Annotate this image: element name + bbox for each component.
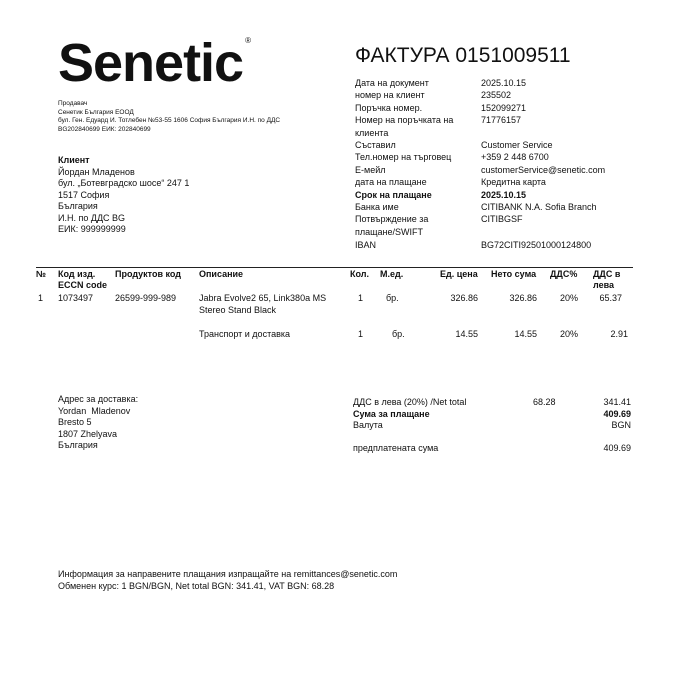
meta-value: Кредитна карта — [481, 177, 546, 188]
totals-pay-row — [353, 409, 631, 421]
delivery-country: България — [58, 440, 98, 450]
client-block — [58, 155, 189, 236]
meta-value: 71776157 — [481, 115, 522, 126]
meta-value — [481, 127, 621, 139]
row1-no: 1 — [38, 293, 44, 303]
meta-row — [355, 77, 621, 89]
meta-key: Номер на поръчката на — [355, 115, 454, 126]
meta-value: BG72CITI92501000124800 — [481, 240, 592, 251]
col-header-vatlv — [593, 269, 620, 291]
client-country: България — [58, 201, 98, 211]
row1-desc-line1: Jabra Evolve2 65, Link380a MS — [199, 293, 327, 303]
client-eik: ЕИК: 999999999 — [58, 224, 126, 234]
items-table — [36, 267, 633, 357]
row1-price: 326.86 — [450, 293, 478, 303]
totals-prepaid-row — [353, 443, 631, 455]
meta-row — [355, 164, 621, 176]
meta-value: 2025.10.15 — [481, 78, 527, 88]
col-header-price: Ед. цена — [440, 269, 478, 279]
prepaid-label: предплатената сума — [353, 442, 439, 453]
row2-vatlv: 2.91 — [610, 329, 628, 339]
meta-key: номер на клиент — [355, 90, 425, 101]
delivery-address — [58, 394, 138, 452]
client-street: бул. „Ботевградско шосе“ 247 1 — [58, 178, 190, 188]
currency-value: BGN — [611, 420, 631, 430]
row2-qty: 1 — [358, 329, 364, 339]
row1-vatlv: 65.37 — [599, 293, 622, 303]
pay-label: Сума за плащане — [353, 408, 430, 419]
meta-row — [355, 201, 621, 213]
col-header-vatlv-line1: ДДС в — [593, 269, 621, 279]
row2-desc: Транспорт и доставка — [199, 329, 291, 339]
seller-block — [58, 100, 280, 134]
meta-row — [355, 139, 621, 151]
col-header-vatpct: ДДС% — [550, 269, 578, 279]
meta-row — [355, 213, 621, 225]
meta-row — [355, 176, 621, 188]
seller-ids: BG202840699 ЕИК: 202840699 — [58, 125, 151, 133]
meta-key: E-мейл — [355, 164, 386, 175]
row1-desc — [199, 293, 326, 316]
col-header-desc: Описание — [199, 269, 244, 279]
row2-unit: бр. — [392, 329, 405, 339]
meta-row — [355, 226, 621, 238]
client-city: 1517 София — [58, 189, 110, 200]
meta-value: 152099271 — [481, 102, 527, 113]
delivery-street: Bresto 5 — [58, 417, 92, 427]
row2-vatpct: 20% — [560, 329, 579, 339]
vat-label: ДДС в лева (20%) /Net total — [353, 397, 467, 407]
meta-row — [355, 89, 621, 101]
seller-name: Сенетик България ЕООД — [58, 108, 134, 116]
meta-value: customerService@senetic.com — [481, 164, 606, 175]
client-label: Клиент — [58, 155, 90, 165]
meta-value: +359 2 448 6700 — [481, 152, 549, 163]
delivery-name: Yordan Mladenov — [58, 405, 131, 416]
meta-key: Срок на плащане — [355, 189, 432, 200]
registered-mark: ® — [245, 36, 250, 45]
net-total: 341.41 — [603, 397, 631, 407]
meta-row-iban — [355, 239, 621, 251]
remittance-text: Информация за направените плащания изпращайте на — [58, 569, 292, 579]
col-header-product: Продуктов код — [115, 269, 181, 279]
footer-notes — [58, 568, 397, 592]
meta-key: плащане/SWIFT — [355, 226, 424, 237]
senetic-logo — [58, 33, 250, 93]
meta-key: Дата на документ — [355, 78, 429, 88]
meta-key: Съставил — [355, 140, 396, 151]
meta-value: Customer Service — [481, 140, 553, 151]
delivery-city: 1807 Zhelyava — [58, 428, 118, 439]
row1-product: 26599-999-989 — [115, 293, 177, 303]
meta-value: CITIBGSF — [481, 214, 523, 225]
currency-label: Валута — [353, 420, 383, 430]
footer-line2: Обменен курс: 1 BGN/BGN, Net total BGN: 341.41, VAT BGN: 68.28 — [58, 581, 335, 591]
totals-block — [353, 397, 631, 454]
row1-code: 1073497 — [58, 293, 94, 303]
col-header-unit: М.ед. — [380, 269, 404, 279]
meta-row — [355, 151, 621, 163]
row1-vatpct: 20% — [560, 293, 579, 303]
meta-value — [481, 226, 621, 238]
col-header-code-line2: ECCN code — [58, 280, 108, 290]
row1-qty: 1 — [358, 293, 364, 303]
row1-net: 326.86 — [509, 293, 537, 303]
col-header-qty: Кол. — [350, 269, 369, 279]
totals-vat-row — [353, 397, 631, 409]
meta-key: Поръчка номер. — [355, 102, 423, 113]
row2-net: 14.55 — [514, 329, 537, 339]
meta-row — [355, 114, 621, 126]
col-header-no: № — [36, 269, 47, 279]
pay-value: 409.69 — [603, 408, 631, 419]
meta-key: Тел.номер на търговец — [355, 152, 452, 163]
col-header-vatlv-line2: лева — [593, 280, 615, 290]
col-header-code-line1: Код изд. — [58, 269, 96, 279]
row1-unit: бр. — [386, 293, 399, 303]
row1-desc-line2: Stereo Stand Black — [199, 304, 277, 315]
meta-key: Банка име — [355, 202, 399, 213]
logo-text: Senetic — [58, 33, 244, 93]
client-name: Йордан Младенов — [58, 166, 135, 177]
table-top-rule — [36, 267, 633, 268]
meta-value: CITIBANK N.A. Sofia Branch — [481, 202, 597, 213]
seller-label: Продавач — [58, 100, 88, 107]
meta-row-due-date — [355, 189, 621, 201]
meta-value: 2025.10.15 — [481, 189, 527, 200]
prepaid-value: 409.69 — [603, 442, 631, 453]
meta-row — [355, 127, 621, 139]
meta-key: клиента — [355, 127, 389, 138]
footer-line1 — [58, 568, 397, 580]
meta-value: 235502 — [481, 90, 512, 101]
invoice-title: ФАКТУРА 0151009511 — [355, 44, 571, 67]
meta-key: Потвърждение за — [355, 214, 429, 225]
totals-currency-row — [353, 420, 631, 432]
row2-price: 14.55 — [455, 329, 478, 339]
meta-row — [355, 102, 621, 114]
vat-amount: 68.28 — [533, 397, 556, 407]
client-vat: И.Н. по ДДС BG — [58, 212, 126, 223]
delivery-label: Адрес за доставка: — [58, 394, 139, 404]
col-header-net: Нето сума — [491, 269, 537, 279]
remittance-email[interactable]: remittances@senetic.com — [293, 569, 398, 579]
meta-key: IBAN — [355, 240, 377, 251]
col-header-code — [58, 269, 107, 291]
invoice-meta — [355, 77, 621, 252]
meta-key: дата на плащане — [355, 177, 427, 188]
seller-address: бул. Ген. Едуард И. Тотлебен №53-55 1606 София България И.Н. по ДДС — [58, 117, 281, 124]
